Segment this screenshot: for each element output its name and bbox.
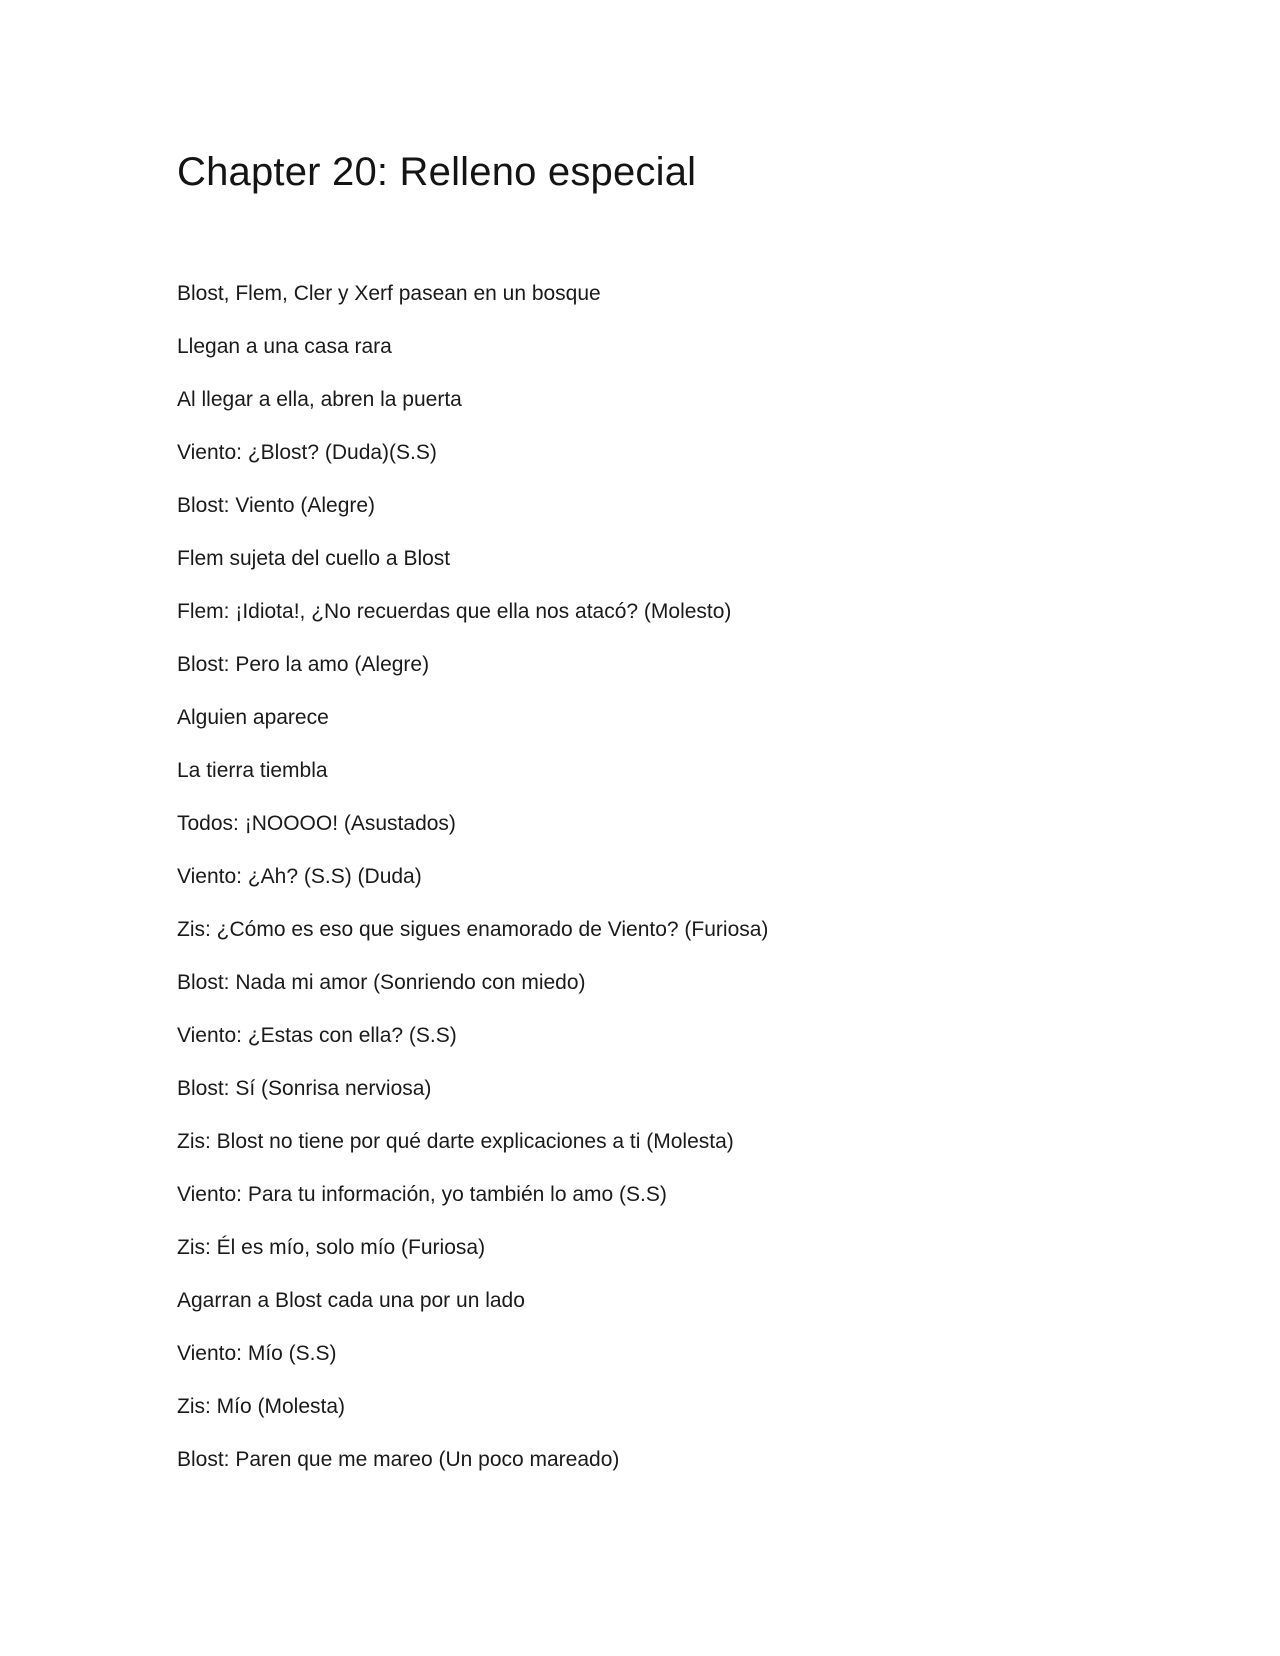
story-line: Blost: Paren que me mareo (Un poco mareado) (177, 1448, 620, 1471)
story-line: Zis: ¿Cómo es eso que sigues enamorado de Viento? (Furiosa) (177, 918, 769, 941)
story-line: Blost: Pero la amo (Alegre) (177, 653, 430, 676)
story-line: Al llegar a ella, abren la puerta (177, 388, 462, 411)
story-line: Zis: Blost no tiene por qué darte explicaciones a ti (Molesta) (177, 1130, 734, 1153)
story-line: Todos: ¡NOOOO! (Asustados) (177, 812, 456, 835)
story-line: Blost: Nada mi amor (Sonriendo con miedo) (177, 971, 586, 994)
story-line: Viento: ¿Blost? (Duda)(S.S) (177, 441, 437, 464)
story-line: Blost: Viento (Alegre) (177, 494, 376, 517)
story-line: La tierra tiembla (177, 759, 328, 782)
story-line: Viento: ¿Ah? (S.S) (Duda) (177, 865, 422, 888)
story-line: Viento: Para tu información, yo también lo amo (S.S) (177, 1183, 667, 1206)
story-line: Flem: ¡Idiota!, ¿No recuerdas que ella nos atacó? (Molesto) (177, 600, 732, 623)
story-line: Blost, Flem, Cler y Xerf pasean en un bosque (177, 282, 601, 305)
story-line: Zis: Mío (Molesta) (177, 1395, 346, 1418)
chapter-title: Chapter 20: Relleno especial (177, 150, 697, 194)
story-line: Agarran a Blost cada una por un lado (177, 1289, 525, 1312)
story-line: Zis: Él es mío, solo mío (Furiosa) (177, 1236, 486, 1259)
story-line: Alguien aparece (177, 706, 329, 729)
story-line: Flem sujeta del cuello a Blost (177, 547, 451, 570)
story-line: Blost: Sí (Sonrisa nerviosa) (177, 1077, 432, 1100)
story-line: Llegan a una casa rara (177, 335, 392, 358)
story-line: Viento: ¿Estas con ella? (S.S) (177, 1024, 457, 1047)
story-lines (177, 280, 1177, 1499)
story-line: Viento: Mío (S.S) (177, 1342, 337, 1365)
